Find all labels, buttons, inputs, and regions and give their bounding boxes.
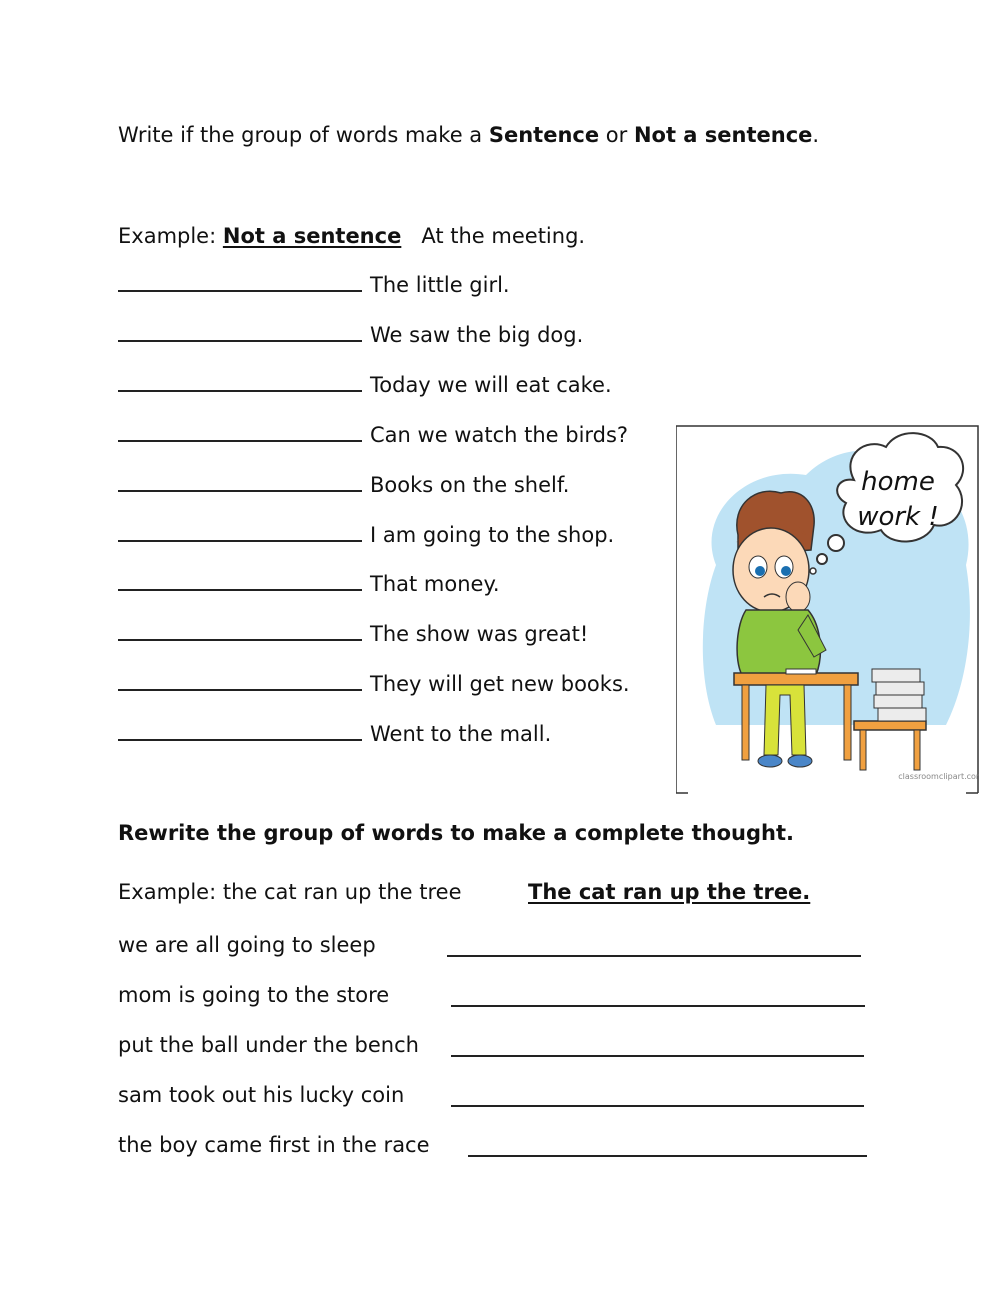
rewrite-item: the boy came first in the race <box>118 1133 430 1157</box>
answer-blank[interactable] <box>118 422 362 442</box>
example-label: Example: <box>118 224 217 248</box>
answer-blank[interactable] <box>118 721 362 741</box>
instructions <box>118 121 819 149</box>
list-item <box>118 720 551 748</box>
part1-example <box>118 222 585 250</box>
item-phrase: The little girl. <box>370 273 510 297</box>
list-item <box>118 670 630 698</box>
item-phrase: Today we will eat cake. <box>370 373 612 397</box>
rewrite-item: put the ball under the bench <box>118 1033 419 1057</box>
watermark-text: classroomclipart.com <box>898 772 979 781</box>
item-phrase: I am going to the shop. <box>370 523 615 547</box>
rewrite-item: mom is going to the store <box>118 983 390 1007</box>
item-phrase: That money. <box>370 572 500 596</box>
rewrite-answer-line[interactable] <box>451 1053 864 1057</box>
answer-blank[interactable] <box>118 472 362 492</box>
bubble-line1: home <box>861 467 935 497</box>
answer-blank[interactable] <box>118 272 362 292</box>
item-phrase: Went to the mall. <box>370 722 552 746</box>
part2-heading: Rewrite the group of words to make a complete thought. <box>118 821 794 845</box>
part2-example-label: Example: the cat ran up the tree <box>118 880 462 904</box>
rewrite-answer-line[interactable] <box>451 1103 864 1107</box>
bubble-line2: work ! <box>857 502 939 532</box>
instructions-or: or <box>599 123 634 147</box>
homework-illustration <box>676 425 979 795</box>
rewrite-answer-line[interactable] <box>468 1153 867 1157</box>
example-answer: Not a sentence <box>222 224 402 248</box>
list-item <box>118 421 628 449</box>
rewrite-item: sam took out his lucky coin <box>118 1083 405 1107</box>
item-phrase: The show was great! <box>370 622 589 646</box>
item-phrase: We saw the big dog. <box>370 323 584 347</box>
list-item <box>118 620 588 648</box>
boy-at-desk-image <box>676 425 979 795</box>
list-item <box>118 371 612 399</box>
answer-blank[interactable] <box>118 671 362 691</box>
list-item <box>118 471 569 499</box>
instructions-prefix: Write if the group of words make a <box>118 123 489 147</box>
list-item <box>118 570 500 598</box>
part2-example-answer: The cat ran up the tree. <box>528 880 811 904</box>
item-phrase: Books on the shelf. <box>370 473 570 497</box>
rewrite-answer-line[interactable] <box>451 1003 865 1007</box>
answer-blank[interactable] <box>118 372 362 392</box>
instructions-period: . <box>812 123 820 147</box>
example-phrase: At the meeting. <box>421 224 586 248</box>
list-item <box>118 321 583 349</box>
rewrite-item: we are all going to sleep <box>118 933 376 957</box>
option-not-a-sentence: Not a sentence <box>633 123 813 147</box>
option-sentence: Sentence <box>488 123 600 147</box>
answer-blank[interactable] <box>118 522 362 542</box>
rewrite-answer-line[interactable] <box>447 953 861 957</box>
answer-blank[interactable] <box>118 621 362 641</box>
answer-blank[interactable] <box>118 322 362 342</box>
item-phrase: Can we watch the birds? <box>370 423 629 447</box>
list-item <box>118 521 614 549</box>
answer-blank[interactable] <box>118 571 362 591</box>
list-item <box>118 271 510 299</box>
item-phrase: They will get new books. <box>370 672 630 696</box>
